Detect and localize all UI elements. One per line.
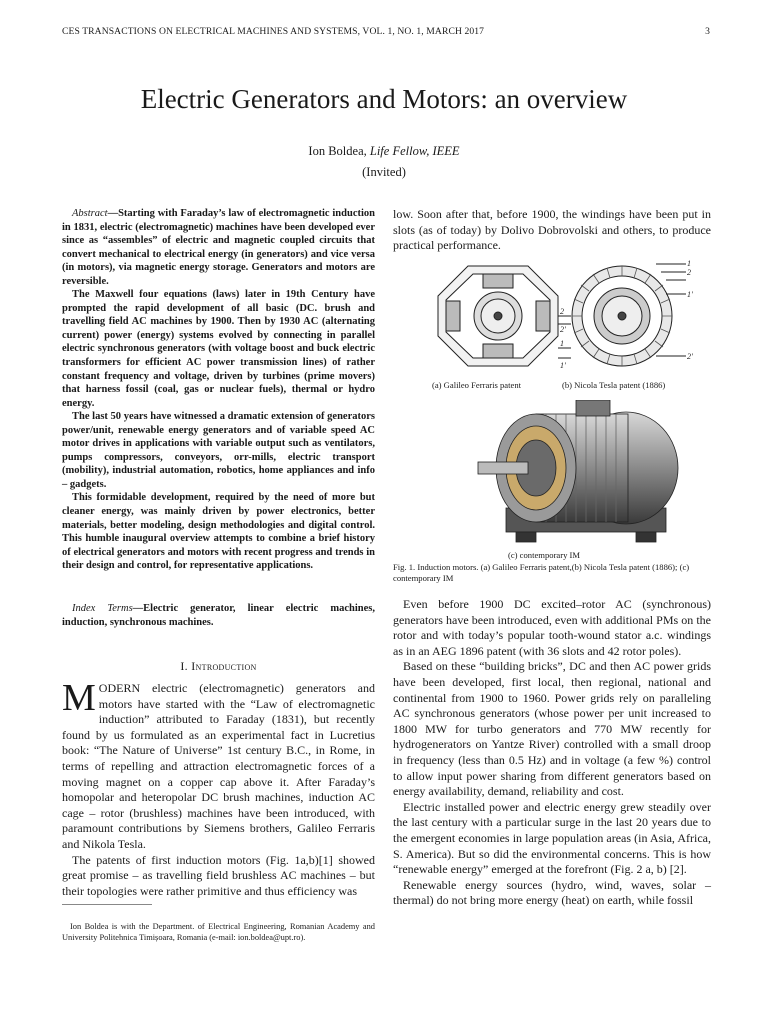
right-column-top (393, 207, 711, 254)
abstract-p2: The Maxwell four equations (laws) later in 19th Century have prompted the rapid development of all basic (DC. brush and travelling field AC machines by 1900. Then by 1930 AC (alternating current) power (energy) systems evolved by connecting in parallel electric synchronous generators (with voltage boost and buck electric transformers for efficient AC power transmission lines) of rather constant frequency and voltage, driven by turbines (prime movers) that harness fossil (coal, gas or nuclear fuels), thermal or hydro energy. (62, 289, 375, 409)
label-b-2p: 2' (687, 352, 693, 361)
label-b-2: 2 (687, 268, 691, 277)
subcaption-c: (c) contemporary IM (508, 550, 581, 560)
introduction-text (62, 677, 375, 899)
right-p2: Based on these “building bricks”, DC and then AC power grids have been developed, first local, then regional, national and continental from 1900 to 1960. Power grids rely on paralleling AC synchronous generators (whose power per unit increased to 1800 MW for turbo generators and 770 MW recently for hydrogenerators on Yantze River) controlled with a small droop in frequency (less than 0.5 Hz) and in voltage (a few %) control to allow input power sharing from different generators based on energy availability, demand, reliability and cost. (393, 659, 711, 799)
running-header (62, 26, 710, 40)
label-b-1: 1 (687, 259, 691, 268)
abstract-p3: The last 50 years have witnessed a dramatic extension of generators power/unit, renewable energy generators and of variable speed AC motor drives in applications with variable output such as ventilators, pumps compressors, conveyors, orr-mills, electric transport (mobility), industrial automation, robotics, home appliances and info – gadgets. (62, 411, 375, 490)
author-line (0, 144, 768, 159)
figure-1b-tesla-motor (566, 258, 694, 373)
abstract (62, 207, 375, 573)
right-p3: Electric installed power and electric energy grew steadily over the last century with a particular surge in the last 20 years due to the emergent economies in large population areas (in Asia, Africa, S. America). But so did the environmental concerns. This is how “renewable energy” emerged at the forefront (Fig. 2 a, b) [2]. (393, 799, 711, 877)
label-a-1: 1 (560, 339, 564, 348)
right-p4: Renewable energy sources (hydro, wind, waves, solar – thermal) do not bring more energy (heat) on earth, while fossil (393, 877, 711, 908)
subcaption-b: (b) Nicola Tesla patent (1886) (562, 380, 666, 390)
drop-cap: M (62, 677, 96, 719)
label-a-2: 2 (560, 307, 564, 316)
author-footnote: Ion Boldea is with the Department. of Electrical Engineering, Romanian Academy and University Politehnica Timișoara, Romania (e-mail: ion.boldea@upt.ro). (62, 922, 375, 942)
label-a-2p: 2' (560, 325, 566, 334)
footnote-rule (62, 904, 152, 905)
journal-name: CES TRANSACTIONS ON ELECTRICAL MACHINES AND SYSTEMS, VOL. 1, NO. 1, MARCH 2017 (62, 26, 485, 37)
author-role: Life Fellow, IEEE (369, 144, 460, 158)
abstract-p1: Abstract—Starting with Faraday’s law of electromagnetic induction in 1831, electric (electromagnetic) machines have been developed ever since as “assembles” of electric and magnetic coupled circuits that convert mechanical to electrical energy (in generators) and vice versa (in motors), via magnetic energy storage. Generators and motors are reversible. (62, 208, 375, 287)
intro-p2: The patents of first induction motors (Fig. 1a,b)[1] showed great promise – as travelling field brushless AC machines – but their topologies were rather primitive and thus efficiency was (62, 852, 375, 898)
invited-note: (Invited) (362, 165, 406, 179)
right-p0: low. Soon after that, before 1900, the windings have been put in slots (as of today) by Dolivo Dobrovolski and others, to produce practical performance. (393, 207, 711, 253)
abstract-lead: Abstract (72, 208, 108, 219)
index-terms (62, 602, 375, 629)
abstract-p4: This formidable development, required by the need of more but cleaner energy, was mainly driven by power electronics, better materials, better modeling, design methodologies and digital control. This humble inaugural overview attempts to combine a brief history of electrical generators and motors with recent progress and trends in their design and control, for representative applications. (62, 492, 375, 572)
right-column-body (393, 597, 711, 909)
label-b-1p: 1' (687, 290, 693, 299)
section-heading: I. Introduction (180, 659, 257, 673)
index-terms-text: —Electric generator, linear electric machines, induction, synchronous machines. (62, 603, 375, 628)
subcaption-a: (a) Galileo Ferraris patent (432, 380, 522, 390)
figure-1c-contemporary-im (476, 400, 688, 548)
intro-p1: MODERN electric (electromagnetic) generators and motors have started with the “Law of electromagnetic induction” attributed to Faraday (1831), but recently found by us formulated as an experimental fact in Lucretius book: “The Nature of Universe” 1st century B.C., in Rome, in terms of repelling and attraction electromagnetic forces of a moving magnet on a copper cap above it. After Faraday’s homopolar and heteropolar DC brush machines, induction AC cage – rotor (brushless) machines have been introduced, with paramount contributions by Siemens brothers, Galileo Ferraris and Nikola Tesla. (62, 677, 375, 851)
index-terms-lead: Index Terms (72, 603, 133, 614)
page-number: 3 (705, 26, 710, 37)
label-a-1p: 1' (560, 361, 566, 370)
figure-1-caption: Fig. 1. Induction motors. (a) Galileo Ferraris patent,(b) Nicola Tesla patent (1886); (c) contemporary IM (393, 562, 690, 583)
paper-title: Electric Generators and Motors: an overview (140, 84, 628, 114)
author-name: Ion Boldea, (308, 144, 370, 158)
right-p1: Even before 1900 DC excited–rotor AC (synchronous) generators have been introduced, even with additional PMs on the rotor and with today’s popular tooth-wound stator a.c. windings as in an AEG 1896 patent (with 36 slots and 42 rotor poles). (393, 597, 711, 658)
figure-1a-ferraris-motor (428, 260, 573, 372)
